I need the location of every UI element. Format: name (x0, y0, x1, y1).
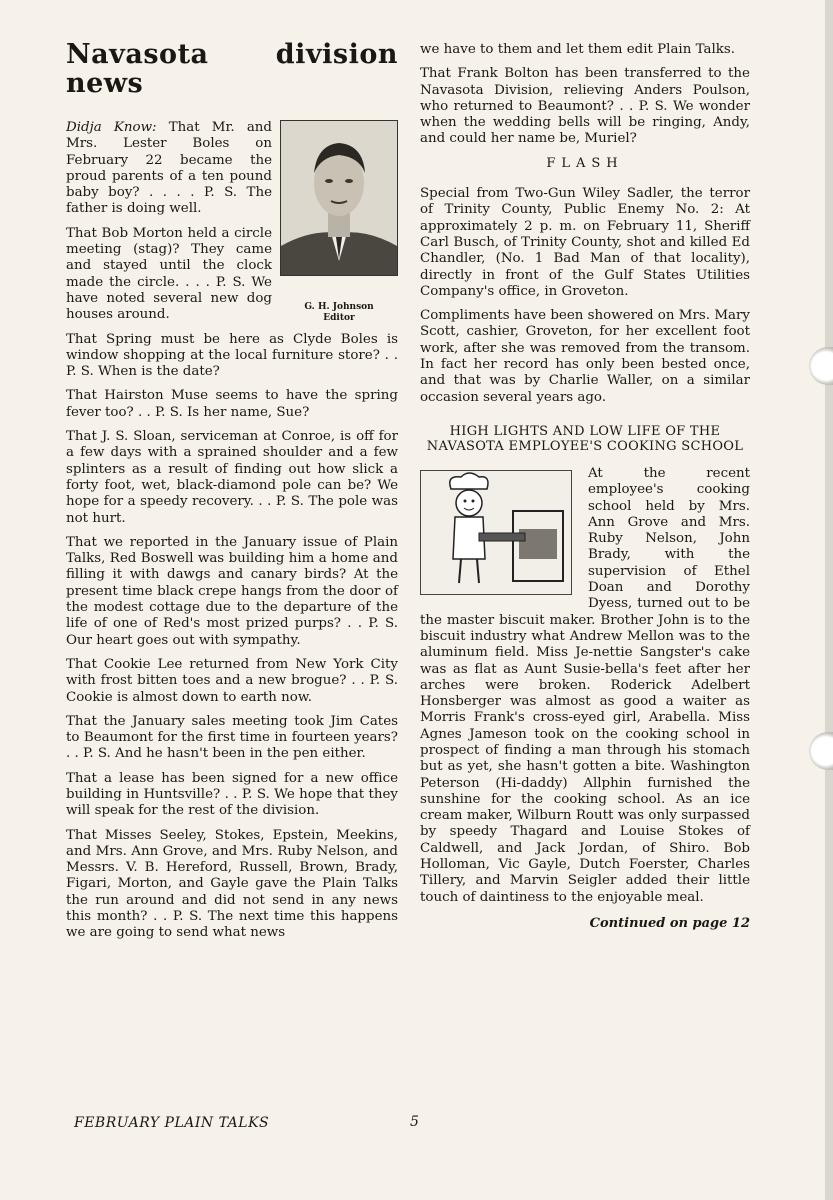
article-paragraph: That we reported in the January issue of Plain Talks, Red Boswell was building him a home and filling it with dawgs and canary birds? At the present time black crepe hangs from the door of the modest cottage due to the departure of the life of one of Red's most prized purps? . . P. S. Our heart goes out with sympathy. (66, 534, 398, 648)
article-paragraph: That Cookie Lee returned from New York City with frost bitten toes and a new brogue? . . P. S. Cookie is almost down to earth now. (66, 656, 398, 705)
continued-note: Continued on page 12 (589, 915, 750, 931)
article-paragraph: Special from Two-Gun Wiley Sadler, the terror of Trinity County, Public Enemy No. 2: At approximately 2 p. m. on February 11, Sheriff Carl Busch, of Trinity County, shot and killed Ed Chandler, (No. 1 Bad Man of that locality), directly in front of the Gulf States Utilities Company's office, in Groveton. (420, 186, 750, 299)
article-paragraph: That Misses Seeley, Stokes, Epstein, Meekins, and Mrs. Ann Grove, and Mrs. Ruby Nelson, and Messrs. V. B. Hereford, Russell, Brown, Brady, Figari, Morton, and Gayle gave the Plain Talks the run around and did not send in any news this month? . . P. S. The next time this happens we are going to send what news (66, 827, 398, 941)
article-paragraph: That Hairston Muse seems to have the spring fever too? . . P. S. Is her name, Sue? (66, 388, 398, 420)
photo-caption-name: G. H. Johnson (304, 302, 374, 312)
article-paragraph: we have to them and let them edit Plain Talks. (420, 42, 735, 57)
editor-photo (280, 120, 398, 276)
article-paragraph: That Frank Bolton has been transferred to the Navasota Division, relieving Anders Poulson, who returned to Beaumont? . . P. S. We wonder when the wedding bells will be ringing, Andy, and could her name be, Muriel? (420, 66, 750, 147)
article-paragraph: Didja Know: That Mr. and Mrs. Lester Boles on February 22 became the proud parents of a ten pound baby boy? . . . . P. S. The father is doing well. (66, 120, 272, 217)
chef-illustration-box (420, 466, 580, 602)
intro-label: Didja Know: (66, 120, 157, 135)
article-paragraph: That a lease has been signed for a new office building in Huntsville? . . P. S. We hope that they will speak for the rest of the division. (66, 770, 398, 819)
article-paragraph: Compliments have been showered on Mrs. Mary Scott, cashier, Groveton, for her excellent foot work, after she was removed from the transom. In fact her record has only been bested once, and that was by Charlie Waller, on a similar occasion several years ago. (420, 308, 750, 405)
right-column (420, 42, 750, 932)
article-paragraph: That Bob Morton held a circle meeting (stag)? They came and stayed until the clock made the circle. . . . P. S. We have noted several new dog houses around. (66, 225, 272, 323)
cooking-school-headline: HIGH LIGHTS AND LOW LIFE OF THE NAVASOTA EMPLOYEE'S COOKING SCHOOL (426, 423, 744, 454)
editor-photo-box (280, 120, 398, 324)
page-number: 5 (410, 1114, 419, 1130)
page-edge (825, 0, 833, 1200)
page-title: Navasota division news (66, 39, 398, 99)
binder-hole-upper (809, 347, 833, 385)
photo-caption-role: Editor (323, 313, 355, 323)
flash-heading: FLASH (546, 155, 624, 171)
article-paragraph: That Spring must be here as Clyde Boles is window shopping at the local furniture store? . . P. S. When is the date? (66, 331, 398, 380)
article-paragraph: That J. S. Sloan, serviceman at Conroe, is off for a few days with a sprained shoulder and a few splinters as a result of finding out how slick a forty foot, wet, black-diamond pole can be? We hope for a speedy recovery. . . P. S. The pole was not hurt. (66, 429, 398, 526)
left-column (66, 40, 398, 950)
article-paragraph: At the recent employee's cooking school held by Mrs. Ann Grove and Mrs. Ruby Nelson, John Brady, with the supervision of Ethel Doan and Dorothy Dyess, turned out to be the master biscuit maker. Brother John is to the biscuit industry what Andrew Mellon was to the aluminum field. Miss Je-nettie Sangster's cake was as flat as Aunt Susie-bella's feet after her arches were broken. Roderick Adelbert Honsberger was almost as good a waiter as Morris Frank's cross-eyed girl, Arabella. Miss Agnes Jameson took on the cooking school in prospect of finding a man through his stomach but as yet, she hasn't gotten a bite. Washington Peterson (Hi-daddy) Allphin furnished the sunshine for the cooking school. As an ice cream maker, Wilburn Routt was only surpassed by speedy Thagard and Louise Stokes of Caldwell, and Jack Jordan, of Shiro. Bob Holloman, Vic Gayle, Dutch Foerster, Charles Tillery, and Marvin Seigler added their little touch of daintiness to the enjoyable meal. (420, 465, 750, 905)
footer-title: FEBRUARY PLAIN TALKS (74, 1115, 270, 1131)
binder-hole-lower (809, 732, 833, 770)
article-paragraph: That the January sales meeting took Jim Cates to Beaumont for the first time in fourteen years? . . P. S. And he hasn't been in the pen either. (66, 713, 398, 762)
chef-illustration (420, 470, 572, 595)
